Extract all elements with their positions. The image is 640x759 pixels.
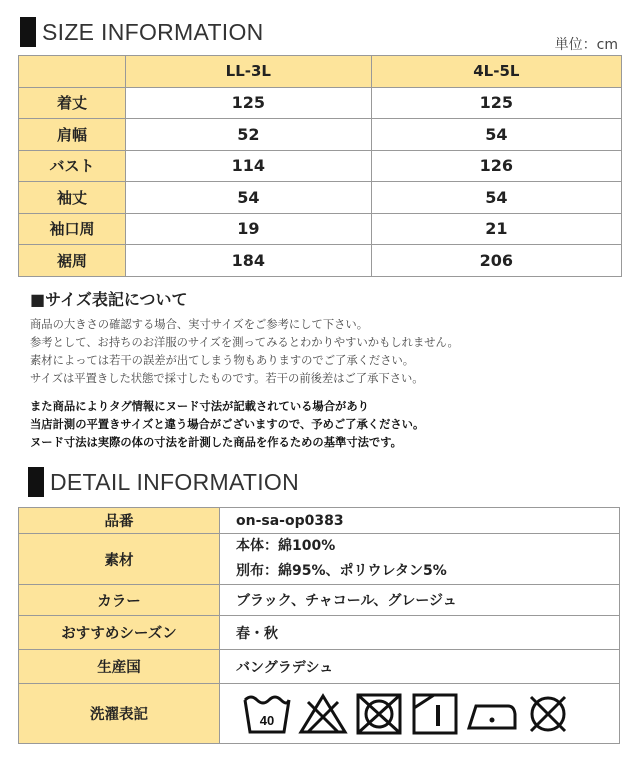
detail-table xyxy=(18,507,620,744)
table-row xyxy=(19,213,622,245)
table-row xyxy=(19,616,620,650)
table-cell: 19 xyxy=(126,213,372,245)
size-section-title: SIZE INFORMATION xyxy=(42,18,264,45)
size-table xyxy=(18,55,622,277)
table-row xyxy=(19,119,622,151)
care-symbols xyxy=(220,684,620,744)
table-cell: 54 xyxy=(126,182,372,214)
row-label: 袖丈 xyxy=(19,182,126,214)
table-row xyxy=(19,87,622,119)
origin-value: バングラデシュ xyxy=(220,650,620,684)
table-cell: 114 xyxy=(126,150,372,182)
note-line: 当店計測の平置きサイズと違う場合がございますので、予めご了承ください。 xyxy=(30,418,425,431)
table-row xyxy=(19,684,620,744)
size-table-corner xyxy=(19,56,126,88)
table-cell: 125 xyxy=(126,87,372,119)
no-dry-clean-icon xyxy=(524,692,572,736)
care-label: 洗濯表記 xyxy=(19,684,220,744)
detail-section-title: DETAIL INFORMATION xyxy=(50,468,300,495)
unit-label: 単位：cm xyxy=(554,37,618,53)
table-row xyxy=(19,245,622,277)
size-notes-title: ■サイズ表記について xyxy=(30,290,188,309)
no-bleach-icon xyxy=(298,692,348,736)
material-line: 本体：綿100% xyxy=(236,538,336,554)
item-number-label: 品番 xyxy=(19,508,220,534)
low-iron-icon xyxy=(466,692,518,736)
color-label: カラー xyxy=(19,585,220,616)
table-cell: 126 xyxy=(371,150,621,182)
origin-label: 生産国 xyxy=(19,650,220,684)
table-row xyxy=(19,585,620,616)
table-cell: 206 xyxy=(371,245,621,277)
table-cell: 54 xyxy=(371,182,621,214)
table-row xyxy=(19,650,620,684)
line-dry-icon xyxy=(410,692,460,736)
size-column-header: LL-3L xyxy=(126,56,372,88)
table-cell: 184 xyxy=(126,245,372,277)
detail-section-header xyxy=(28,467,299,497)
material-label: 素材 xyxy=(19,534,220,585)
season-label: おすすめシーズン xyxy=(19,616,220,650)
table-cell: 21 xyxy=(371,213,621,245)
note-line: 参考として、お持ちのお洋服のサイズを測ってみるとわかりやすいかもしれません。 xyxy=(30,336,459,349)
table-cell: 125 xyxy=(371,87,621,119)
section-marker xyxy=(28,467,44,497)
row-label: 肩幅 xyxy=(19,119,126,151)
row-label: 裾周 xyxy=(19,245,126,277)
size-column-header: 4L-5L xyxy=(371,56,621,88)
note-line: 商品の大きさの確認する場合、実寸サイズをご参考にして下さい。 xyxy=(30,318,369,331)
table-row xyxy=(19,508,620,534)
wash-40-icon xyxy=(242,692,292,736)
row-label: 着丈 xyxy=(19,87,126,119)
row-label: バスト xyxy=(19,150,126,182)
wash-temperature: 40 xyxy=(259,712,275,728)
table-cell: 52 xyxy=(126,119,372,151)
size-table-header xyxy=(19,56,622,88)
no-tumble-dry-icon xyxy=(354,692,404,736)
table-row xyxy=(19,534,620,585)
table-row xyxy=(19,182,622,214)
material-value xyxy=(220,534,620,585)
color-value: ブラック、チャコール、グレージュ xyxy=(220,585,620,616)
row-label: 袖口周 xyxy=(19,213,126,245)
item-number-value: on-sa-op0383 xyxy=(220,508,620,534)
note-line: ヌード寸法は実際の体の寸法を計測した商品を作るための基準寸法です。 xyxy=(30,436,402,449)
size-section-header xyxy=(20,17,264,47)
section-marker xyxy=(20,17,36,47)
table-row xyxy=(19,150,622,182)
note-line: サイズは平置きした状態で採寸したものです。若干の前後差はご了承下さい。 xyxy=(30,372,424,385)
table-cell: 54 xyxy=(371,119,621,151)
note-line: また商品によりタグ情報にヌード寸法が記載されている場合があり xyxy=(30,400,369,413)
note-line: 素材によっては若干の誤差が出てしまう物もありますのでご了承ください。 xyxy=(30,354,415,367)
nude-size-notes xyxy=(30,398,424,452)
season-value: 春・秋 xyxy=(220,616,620,650)
size-notes xyxy=(30,316,459,388)
material-line: 別布：綿95%、ポリウレタン5% xyxy=(236,563,447,579)
